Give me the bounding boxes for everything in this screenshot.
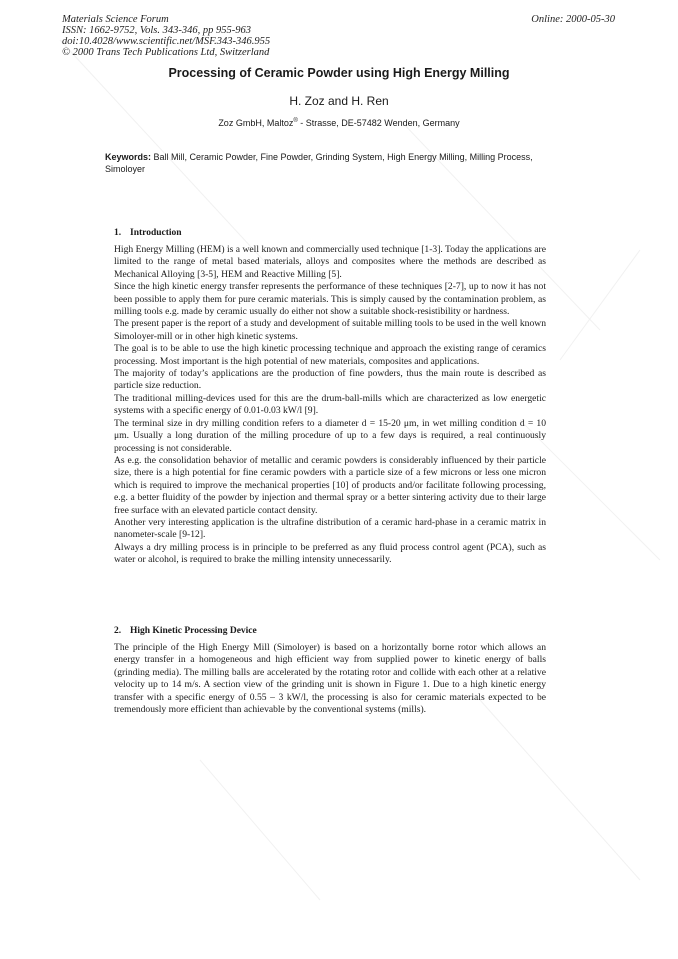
registered-mark: ® <box>293 118 298 124</box>
online-date: Online: 2000-05-30 <box>531 14 615 25</box>
paper-title: Processing of Ceramic Powder using High Energy Milling <box>168 66 510 80</box>
paragraph: The present paper is the report of a study and development of suitable milling tools to be used in the well known Simoloyer-mill or in other high kinetic systems. <box>114 318 546 342</box>
paragraph: High Energy Milling (HEM) is a well known and commercially used technique [1-3]. Today the applications are limited to the range of metal based materials, alloys and composites where the methods are described as Mechanical Alloying [3-5], HEM and Reactive Milling [5]. <box>114 244 546 280</box>
keywords-text: Ball Mill, Ceramic Powder, Fine Powder, Grinding System, High Energy Milling, Milling Process, Simoloyer <box>105 152 533 174</box>
authors: H. Zoz and H. Ren <box>289 94 389 108</box>
keywords-label: Keywords: <box>105 152 152 162</box>
section-number: 2. <box>114 626 122 636</box>
section-number: 1. <box>114 228 122 238</box>
section-title: High Kinetic Processing Device <box>130 626 257 636</box>
paragraph: The majority of today’s applications are the production of fine powders, thus the main route is described as particle size reduction. <box>114 368 546 392</box>
paragraph: As e.g. the consolidation behavior of metallic and ceramic powders is considerably influenced by their particle size, there is a high potential for fine ceramic powders with a particle size of a few microns or less one micron which is required to improve the mechanical properties [10] of products and/or facilitate following processing, e.g. a better fluidity of the powder by injection and thermal spray or a better sintering activity due to their large free surface with an elevated particle contact density. <box>114 454 546 516</box>
section-heading <box>114 626 546 636</box>
affiliation-prefix: Zoz GmbH, Maltoz <box>218 118 294 128</box>
paragraph: Always a dry milling process is in principle to be preferred as any fluid process control agent (PCA), such as water or alcohol, is required to brake the milling intensity unnecessarily. <box>114 541 546 566</box>
section-introduction <box>114 228 546 567</box>
section-high-kinetic-device <box>114 626 546 716</box>
journal-name: Materials Science Forum <box>62 14 169 25</box>
section-heading <box>114 228 546 238</box>
affiliation <box>0 118 678 128</box>
journal-header <box>62 14 270 58</box>
doi-line[interactable]: doi:10.4028/www.scientific.net/MSF.343-346.955 <box>62 36 271 47</box>
affiliation-suffix: - Strasse, DE-57482 Wenden, Germany <box>297 118 460 128</box>
paragraph: The goal is to be able to use the high kinetic processing technique and approach the existing range of ceramics processing. Most important is the high potential of new materials, composites and applications. <box>114 343 546 367</box>
copyright-line: © 2000 Trans Tech Publications Ltd, Switzerland <box>62 47 270 58</box>
paragraph: Another very interesting application is the ultrafine distribution of a ceramic hard-phase in a ceramic matrix in nanometer-scale [9-12]. <box>114 516 546 541</box>
paragraph: The principle of the High Energy Mill (Simoloyer) is based on a horizontally borne rotor which allows an energy transfer in a homogeneous and high efficient way from supplied power to kinetic energy of balls (grinding media). The milling balls are accelerated by the rotating rotor and collide with each other at a relative velocity up to 14 m/s. A section view of the grinding unit is shown in Figure 1. Due to a high kinetic energy transfer with a specific energy of 0.55 – 3 kW/l, the processing is also for ceramic materials expected to be tremendously more efficient than achievable by the conventional systems (mills). <box>114 642 546 716</box>
paragraph: The terminal size in dry milling condition refers to a diameter d = 15-20 μm, in wet milling condition d = 10 μm. Usually a long duration of the milling procedure of up to a few days is required, a real continuously processing is not considerable. <box>114 417 546 454</box>
section-title: Introduction <box>130 228 182 238</box>
keywords <box>105 151 550 175</box>
issn-line: ISSN: 1662-9752, Vols. 343-346, pp 955-963 <box>62 25 251 36</box>
paragraph: The traditional milling-devices used for this are the drum-ball-mills which are characterized as low energetic systems with a specific energy of 0.01-0.03 kW/l [9]. <box>114 392 546 417</box>
paragraph: Since the high kinetic energy transfer represents the performance of these techniques [2-7], up to now it has not been possible to apply them for pure ceramic materials. This is simply caused by the contamination problem, as milling tools e.g. made by ceramic usually do either not show a suitable shock-resistibility or hardness. <box>114 281 546 318</box>
